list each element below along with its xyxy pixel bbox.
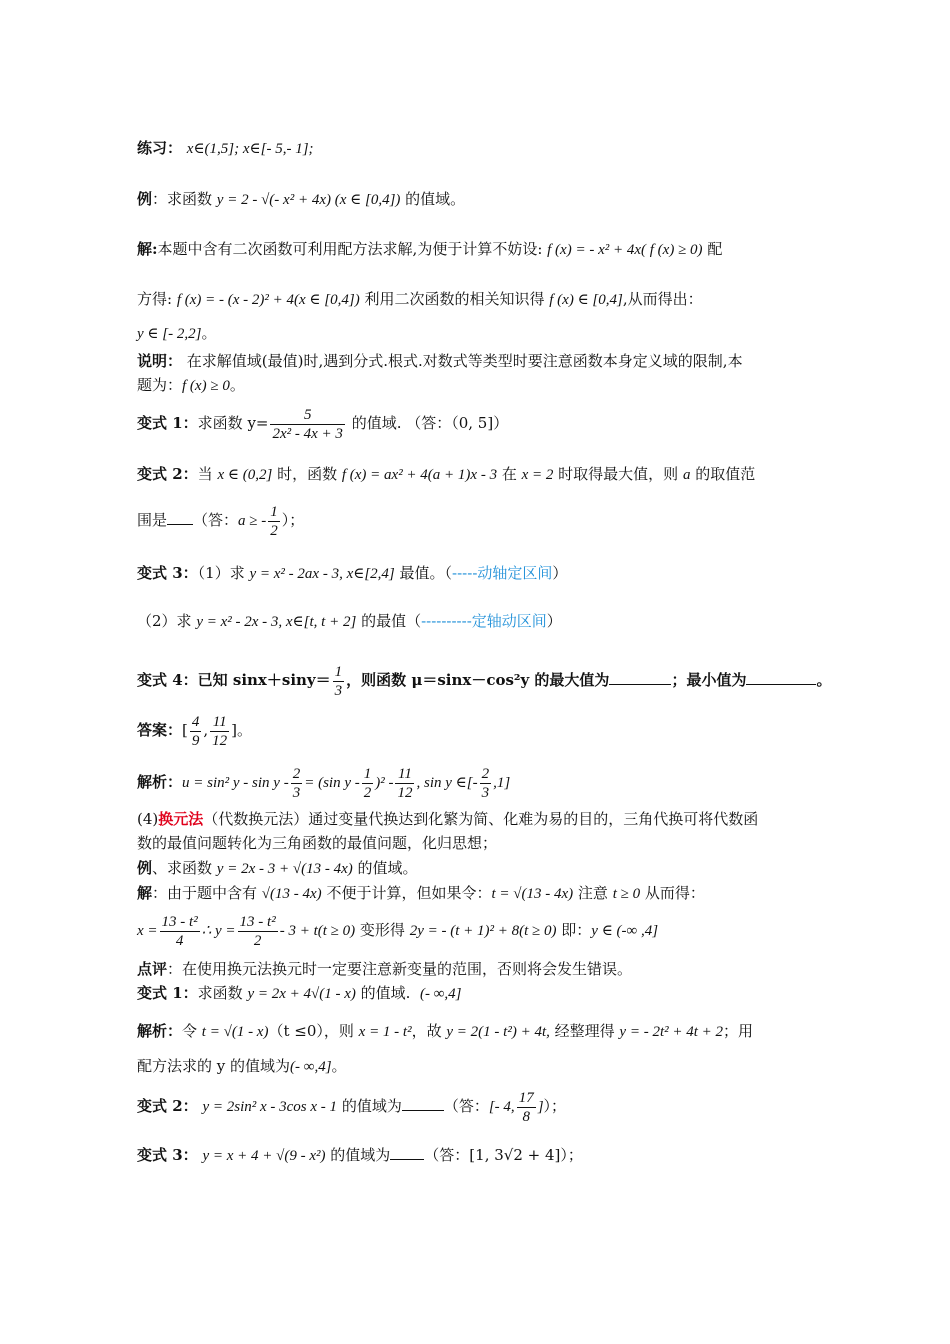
fraction-denominator: 4 — [175, 932, 184, 949]
exercise-label: 练习： — [137, 139, 183, 157]
example-2-tail: 的值域。 — [352, 859, 418, 877]
variant-3b-line — [137, 1144, 827, 1167]
analysis-fraction-3 — [395, 765, 414, 802]
note-tail: 。 — [229, 376, 245, 394]
solution-math: f (x) = - x² + 4x( f (x) ≥ 0) — [547, 242, 703, 258]
note-line-2 — [137, 374, 827, 397]
analysis-2-text-4: 经整理得 — [549, 1022, 620, 1040]
analysis-2-period: 。 — [331, 1057, 347, 1075]
fraction-denominator: 2 — [270, 522, 278, 539]
answer-comma: , — [203, 721, 209, 739]
variant-3b-math: y = x + 4 + √(9 - x²) — [202, 1148, 326, 1164]
answer-close: ] — [231, 721, 238, 739]
example-text: ：求函数 — [152, 190, 217, 208]
variant-1-label: 变式 1： — [137, 414, 198, 432]
variant-1-fraction — [270, 406, 344, 443]
variant-3-line-2 — [137, 610, 827, 633]
analysis-fraction-2 — [362, 765, 374, 802]
method-4-line-1 — [137, 808, 827, 830]
solution-2-line-1 — [137, 882, 827, 905]
variant-4-line — [137, 658, 832, 702]
analysis-math-3: )² - — [375, 775, 394, 791]
solution-2-math-x: x = — [137, 923, 158, 939]
variant-1-text: 求函数 y= — [197, 414, 269, 432]
fraction-denominator: 3 — [481, 784, 490, 801]
solution-2-math-y: ∴ y = — [201, 923, 236, 939]
analysis-2-text-1: 令 — [182, 1022, 202, 1040]
variant-2-text-4: 时取得最大值，则 — [553, 465, 683, 483]
solution-2-text-4: 变形得 — [355, 921, 410, 939]
variant-3-close: ） — [552, 564, 568, 582]
fraction-numerator: 13 - t² — [239, 913, 276, 930]
fraction-denominator: 3 — [334, 682, 343, 699]
example-label: 例 — [137, 190, 153, 208]
analysis-2-text-5: 配方法求的 y 的值域为 — [137, 1057, 291, 1075]
comment-label: 点评 — [137, 960, 168, 978]
variant-3b-text: 的值域为 — [325, 1146, 391, 1164]
variant-2b-label: 变式 2： — [137, 1097, 198, 1115]
variant-2b-line — [137, 1084, 827, 1129]
note-text: 在求解值域(最值)时,遇到分式.根式.对数式等类型时要注意函数本身定义域的限制,本 — [182, 352, 743, 370]
analysis-2-label: 解析： — [137, 1022, 183, 1040]
variant-2-text-2: 时，函数 — [272, 465, 342, 483]
variant-2-math-1: x ∈ (0,2] — [217, 467, 273, 483]
variant-3-line-1 — [137, 562, 827, 585]
method-4-line-2 — [137, 832, 827, 854]
solution-2-text-5: 即： — [556, 921, 592, 939]
variant-3b-blank — [390, 1159, 424, 1160]
comment-line — [137, 958, 827, 980]
analysis-2-math-2: x = 1 - t² — [358, 1024, 412, 1040]
fraction-numerator: 13 - t² — [161, 913, 198, 930]
variant-2-answer-math: a ≥ - — [238, 513, 267, 529]
analysis-2-line-1 — [137, 1020, 827, 1043]
variant-3-tail-2: 的最值（ — [356, 612, 422, 630]
exercise-line — [137, 137, 827, 160]
variant-4-text-3: ；最小值为 — [671, 671, 747, 689]
method-text: （代数换元法）通过变量代换达到化繁为简、化难为易的目的，三角代换可将代数函 — [203, 810, 759, 828]
solution-tail-2: ,从而得出： — [622, 290, 703, 308]
solution-2-text-3: 注意 — [573, 884, 613, 902]
comment-text: ：在使用换元法换元时一定要注意新变量的范围，否则将会发生错误。 — [167, 960, 633, 978]
fraction-numerator: 1 — [334, 663, 343, 680]
analysis-2-math-1: t = √(1 - x) — [201, 1024, 269, 1040]
analysis-math-1: u = sin² y - sin y - — [182, 775, 289, 791]
variant-2-math-3: x = 2 — [521, 467, 554, 483]
fraction-numerator: 11 — [210, 713, 229, 732]
analysis-line — [137, 760, 827, 805]
solution-2-fraction-1 — [160, 913, 200, 950]
analysis-label: 解析： — [137, 773, 183, 791]
solution-2-math-3b: - 3 + t(t ≥ 0) — [279, 923, 356, 939]
answer-open: [ — [182, 721, 188, 739]
variant-3-note: -----动轴定区间 — [452, 564, 553, 582]
variant-1b-tail: 的值域. — [355, 984, 411, 1002]
variant-1-line — [137, 403, 827, 443]
analysis-2-math-3: y = 2(1 - t²) + 4t, — [446, 1024, 550, 1040]
variant-3b-label: 变式 3： — [137, 1146, 198, 1164]
solution-2-line-2 — [137, 908, 827, 953]
analysis-math-4: , sin y ∈[- — [416, 775, 478, 791]
solution-text-3: 利用二次函数的相关知识得 — [359, 290, 550, 308]
exercise-math: x∈(1,5]; x∈[- 5,- 1]; — [186, 141, 314, 157]
example-tail: 的值域。 — [400, 190, 466, 208]
variant-3-text: （1）求 — [197, 564, 250, 582]
variant-2-label: 变式 2： — [137, 465, 198, 483]
variant-4-text-2: ，则函数 μ＝sinx－cos²y 的最大值为 — [346, 671, 610, 689]
fraction-numerator: 2 — [292, 765, 301, 782]
variant-2-math-2: f (x) = ax² + 4(a + 1)x - 3 — [341, 467, 498, 483]
solution-line-1 — [137, 238, 827, 261]
analysis-math-5: ,1] — [493, 775, 511, 791]
note-label: 说明： — [137, 352, 183, 370]
variant-3b-answer: （答：[1, 3√2 + 4]）； — [424, 1146, 583, 1164]
example-2-text: 、求函数 — [152, 859, 217, 877]
fraction-numerator: 11 — [395, 765, 414, 784]
variant-3-note-2: ----------定轴动区间 — [421, 612, 547, 630]
variant-3-label: 变式 3： — [137, 564, 198, 582]
analysis-2-tail: ；用 — [723, 1022, 754, 1040]
fraction-numerator: 17 — [518, 1089, 534, 1106]
variant-2-answer-close: ）； — [281, 511, 305, 529]
solution-math-3: f (x) ∈ [0,4] — [549, 292, 623, 308]
variant-4-text-1: 变式 4：已知 sinx＋siny＝ — [137, 671, 331, 689]
fraction-denominator: 12 — [397, 784, 413, 801]
fraction-denominator: 2x² - 4x + 3 — [272, 425, 343, 442]
variant-3-math: y = x² - 2ax - 3, x∈[2,4] — [249, 566, 395, 582]
analysis-fraction-1 — [291, 765, 303, 802]
variant-1b-line — [137, 982, 827, 1005]
variant-2-line-2 — [137, 500, 827, 541]
solution-2-label: 解 — [137, 884, 153, 902]
variant-2b-fraction — [517, 1089, 536, 1126]
solution-tail: 配 — [702, 240, 723, 258]
example-2-label: 例 — [137, 859, 153, 877]
variant-3-close-2: ） — [546, 612, 562, 630]
fraction-numerator: 1 — [363, 765, 372, 782]
solution-2-fraction-2 — [238, 913, 278, 950]
analysis-2-math-4: y = - 2t² + 4t + 2 — [619, 1024, 724, 1040]
method-title: 换元法 — [158, 810, 204, 828]
example-math: y = 2 - √(- x² + 4x) (x ∈ [0,4]) — [216, 192, 401, 208]
variant-3-text-2: （2）求 — [137, 612, 197, 630]
note-text-2: 题为： — [137, 376, 183, 394]
variant-3-tail: 最值。（ — [394, 564, 453, 582]
answer-fraction-1 — [190, 713, 202, 750]
solution-result: y ∈ [- 2,2] — [137, 326, 202, 342]
variant-2-text-5: 围是 — [137, 511, 168, 529]
fraction-denominator: 2 — [363, 784, 372, 801]
fraction-denominator: 9 — [191, 732, 200, 749]
variant-1-tail: 的值域. （答：（0, 5]） — [346, 414, 509, 432]
variant-2-text-1: 当 — [197, 465, 218, 483]
variant-2b-answer-math: [- 4, — [488, 1099, 515, 1115]
variant-1b-answer: (- ∞,4] — [419, 986, 462, 1002]
solution-2-text-2: 不便于计算，但如果令： — [321, 884, 492, 902]
solution-line-3 — [137, 322, 827, 345]
solution-2-math-1: √(13 - 4x) — [261, 886, 322, 902]
variant-3-math-2: y = x² - 2x - 3, x∈[t, t + 2] — [196, 614, 357, 630]
variant-2-tail: 的取值范 — [690, 465, 756, 483]
variant-2b-blank — [402, 1110, 444, 1111]
max-blank — [609, 684, 671, 685]
variant-2b-math: y = 2sin² x - 3cos x - 1 — [202, 1099, 338, 1115]
answer-line — [137, 708, 827, 752]
analysis-fraction-4 — [480, 765, 492, 802]
variant-4-tail: 。 — [816, 671, 832, 689]
fraction-denominator: 12 — [212, 732, 228, 749]
fraction-denominator: 2 — [253, 932, 262, 949]
solution-text-2: 方得: — [137, 290, 177, 308]
analysis-math-2: = (sin y - — [304, 775, 360, 791]
fraction-denominator: 3 — [292, 784, 301, 801]
example-2-line — [137, 857, 827, 880]
variant-1b-math: y = 2x + 4√(1 - x) — [247, 986, 356, 1002]
variant-4-fraction — [333, 663, 345, 700]
analysis-2-text-2: （t ≤0），则 — [268, 1022, 359, 1040]
fraction-numerator: 1 — [270, 503, 278, 520]
solution-math-2: f (x) = - (x - 2)² + 4(x ∈ [0,4]) — [176, 292, 360, 308]
solution-2-result: y ∈ (-∞ ,4] — [591, 923, 659, 939]
solution-label: 解: — [137, 240, 158, 258]
variant-1b-label: 变式 1： — [137, 984, 198, 1002]
solution-text: 本题中含有二次函数可利用配方法求解,为便于计算不妨设: — [157, 240, 548, 258]
solution-2-math-3: t ≥ 0 — [612, 886, 641, 902]
fraction-numerator: 2 — [481, 765, 490, 782]
solution-2-math-2: t = √(13 - 4x) — [491, 886, 574, 902]
method-text-2: 数的最值问题转化为三角函数的最值问题，化归思想； — [137, 834, 498, 852]
solution-line-2 — [137, 288, 827, 311]
analysis-2-text-3: ，故 — [411, 1022, 447, 1040]
solution-period: 。 — [201, 324, 217, 342]
answer-tail: 。 — [237, 721, 253, 739]
method-number: (4) — [137, 810, 159, 828]
answer-label: 答案： — [137, 721, 183, 739]
fraction-numerator: 5 — [270, 406, 344, 425]
variant-2-math-4: a — [682, 467, 691, 483]
solution-2-math-4: 2y = - (t + 1)² + 8(t ≥ 0) — [409, 923, 557, 939]
variant-2b-tail: ）； — [543, 1097, 567, 1115]
example-line — [137, 188, 827, 211]
example-2-math: y = 2x - 3 + √(13 - 4x) — [216, 861, 353, 877]
variant-2-text-3: 在 — [497, 465, 522, 483]
fraction-numerator: 4 — [191, 713, 200, 730]
note-line-1 — [137, 350, 827, 372]
solution-2-tail: 从而得： — [640, 884, 705, 902]
min-blank — [746, 684, 816, 685]
variant-1b-text: 求函数 — [197, 984, 248, 1002]
answer-fraction-2 — [210, 713, 229, 750]
variant-2-fraction — [268, 503, 280, 540]
variant-2b-answer-bracket: ] — [537, 1099, 544, 1115]
fraction-denominator: 8 — [522, 1108, 530, 1125]
note-math: f (x) ≥ 0 — [182, 378, 230, 394]
solution-2-text-1: ：由于题中含有 — [152, 884, 262, 902]
variant-2b-text: 的值域为 — [337, 1097, 402, 1115]
variant-2-answer-open: （答： — [193, 511, 239, 529]
variant-2b-answer-open: （答： — [443, 1097, 489, 1115]
variant-2-line-1 — [137, 463, 827, 486]
analysis-2-result: (- ∞,4] — [290, 1059, 332, 1075]
analysis-2-line-2 — [137, 1055, 827, 1078]
answer-blank — [167, 524, 193, 525]
